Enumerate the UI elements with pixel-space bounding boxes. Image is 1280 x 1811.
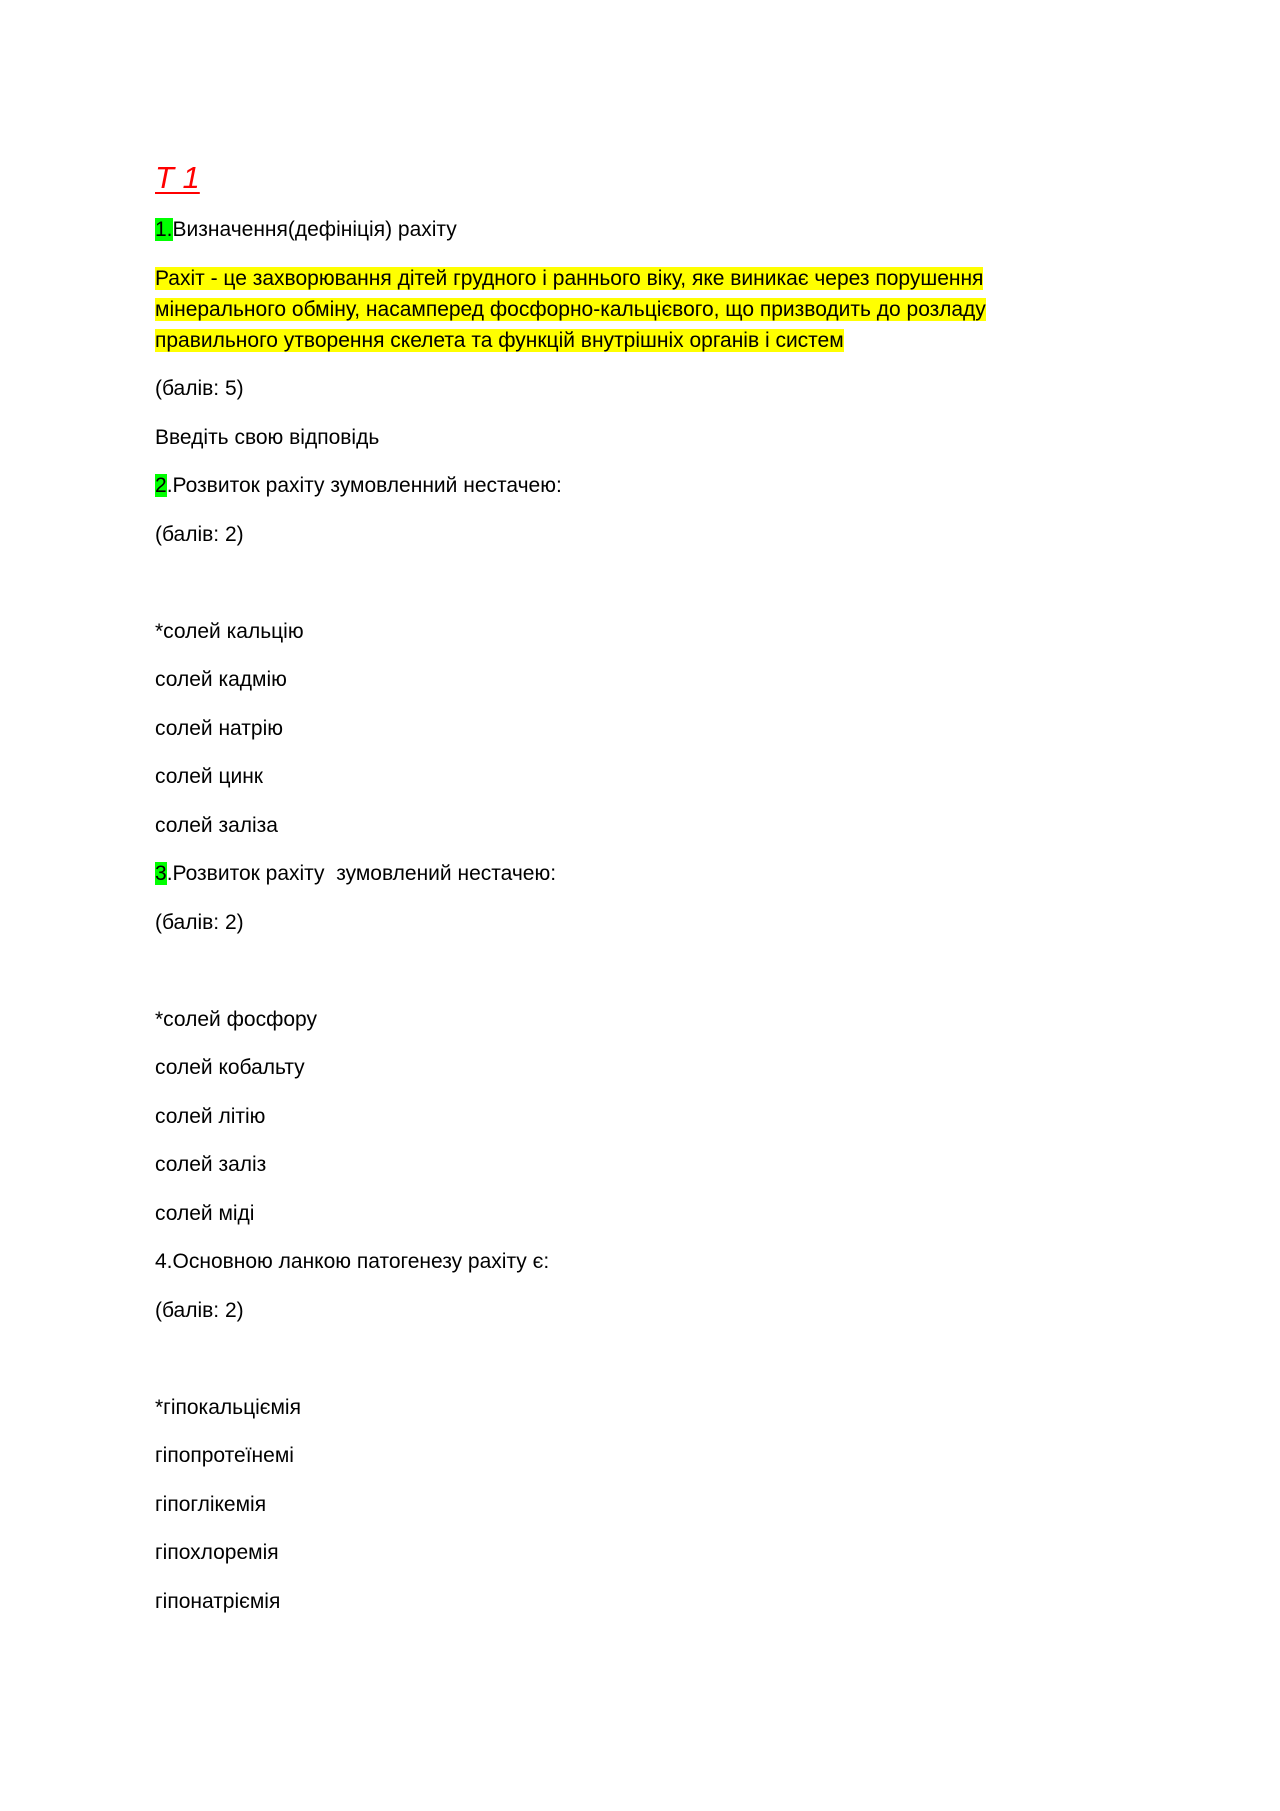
page-title: Т 1 — [155, 160, 200, 195]
question-4-option: гіпохлоремія — [155, 1541, 279, 1564]
question-3-option: *солей фосфору — [155, 1007, 317, 1031]
question-2-score: (балів: 2) — [155, 522, 244, 546]
question-1 — [155, 214, 1055, 245]
answer-line-1: Рахіт - це захворювання дітей грудного і раннього віку, яке виникає через порушення — [155, 266, 984, 290]
question-2-option: солей заліза — [155, 813, 278, 837]
question-4-option: *гіпокальціємія — [155, 1395, 301, 1419]
question-1-answer — [155, 263, 1055, 356]
question-1-number: 1. — [155, 218, 173, 241]
question-3 — [155, 858, 1055, 889]
answer-line-2: мінерального обміну, насамперед фосфорно-кальцієвого, що призводить до розладу — [155, 297, 986, 321]
question-4: 4.Основною ланкою патогенезу рахіту є: — [155, 1250, 550, 1273]
spacer — [155, 1343, 1055, 1392]
question-2 — [155, 470, 1055, 501]
question-4-option: гіпоглікемія — [155, 1492, 267, 1516]
question-2-option: солей цинк — [155, 765, 263, 788]
question-4-option: гіпонатріємія — [155, 1589, 281, 1613]
question-3-number: 3 — [155, 862, 167, 885]
question-2-option: солей кадмію — [155, 668, 287, 691]
question-2-option: солей натрію — [155, 716, 283, 740]
spacer — [155, 567, 1055, 616]
question-3-score: (балів: 2) — [155, 910, 244, 934]
question-3-text: .Розвиток рахіту зумовлений нестачею: — [166, 862, 557, 885]
spacer — [155, 955, 1055, 1004]
question-1-score: (балів: 5) — [155, 377, 244, 400]
question-3-option: солей кобальту — [155, 1056, 305, 1079]
question-1-text: Визначення(дефініція) рахіту — [172, 218, 457, 241]
question-2-text: .Розвиток рахіту зумовленний нестачею: — [166, 474, 562, 497]
question-2-option: *солей кальцію — [155, 619, 304, 643]
question-4-score: (балів: 2) — [155, 1298, 244, 1322]
question-3-option: солей заліз — [155, 1153, 267, 1176]
question-2-number: 2 — [155, 474, 167, 497]
answer-line-3: правильного утворення скелета та функцій внутрішніх органів і систем — [155, 328, 844, 352]
answer-prompt: Введіть свою відповідь — [155, 425, 380, 449]
question-3-option: солей міді — [155, 1201, 255, 1225]
document-content — [155, 160, 1055, 1634]
question-3-option: солей літію — [155, 1104, 266, 1128]
question-4-option: гіпопротеїнемі — [155, 1444, 294, 1467]
